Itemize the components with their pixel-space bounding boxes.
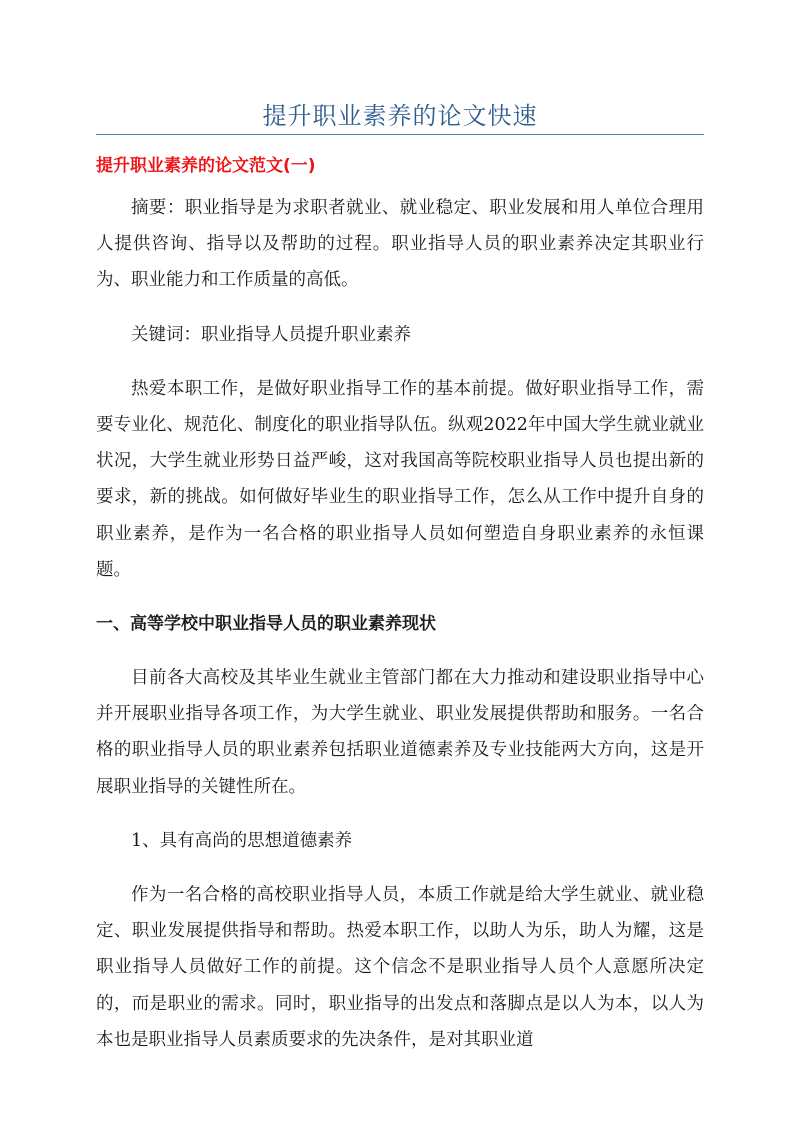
red-section-heading: 提升职业素养的论文范文(一) bbox=[96, 156, 316, 176]
subheading-1: 1、具有高尚的思想道德素养 bbox=[131, 830, 353, 851]
title-divider bbox=[96, 134, 704, 135]
abstract-paragraph: 摘要：职业指导是为求职者就业、就业稳定、职业发展和用人单位合理用人提供咨询、指导以及帮助的过程。职业指导人员的职业素养决定其职业行为、职业能力和工作质量的高低。 bbox=[96, 198, 704, 291]
keywords-paragraph: 关键词：职业指导人员提升职业素养 bbox=[131, 324, 411, 345]
status-paragraph: 目前各大高校及其毕业生就业主管部门都在大力推动和建设职业指导中心并开展职业指导各项工作，为大学生就业、职业发展提供帮助和服务。一名合格的职业指导人员的职业素养包括职业道德素养及专业技能两大方向，这是开展职业指导的关键性所在。 bbox=[96, 668, 704, 797]
morality-paragraph: 作为一名合格的高校职业指导人员，本质工作就是给大学生就业、就业稳定、职业发展提供指导和帮助。热爱本职工作，以助人为乐，助人为耀，这是职业指导人员做好工作的前提。这个信念不是职业指导人员个人意愿所决定的，而是职业的需求。同时，职业指导的出发点和落脚点是以人为本，以人为本也是职业指导人员素质要求的先决条件，是对其职业道 bbox=[96, 885, 704, 1050]
section-heading-1: 一、高等学校中职业指导人员的职业素养现状 bbox=[96, 614, 436, 635]
document-body bbox=[96, 150, 704, 1076]
document-title: 提升职业素养的论文快速 bbox=[262, 102, 538, 130]
intro-paragraph: 热爱本职工作，是做好职业指导工作的基本前提。做好职业指导工作，需要专业化、规范化、制度化的职业指导队伍。纵观2022年中国大学生就业就业状况，大学生就业形势日益严峻，这对我国高等院校职业指导人员也提出新的要求，新的挑战。如何做好毕业生的职业指导工作，怎么从工作中提升自身的职业素养，是作为一名合格的职业指导人员如何塑造自身职业素养的永恒课题。 bbox=[96, 378, 704, 580]
